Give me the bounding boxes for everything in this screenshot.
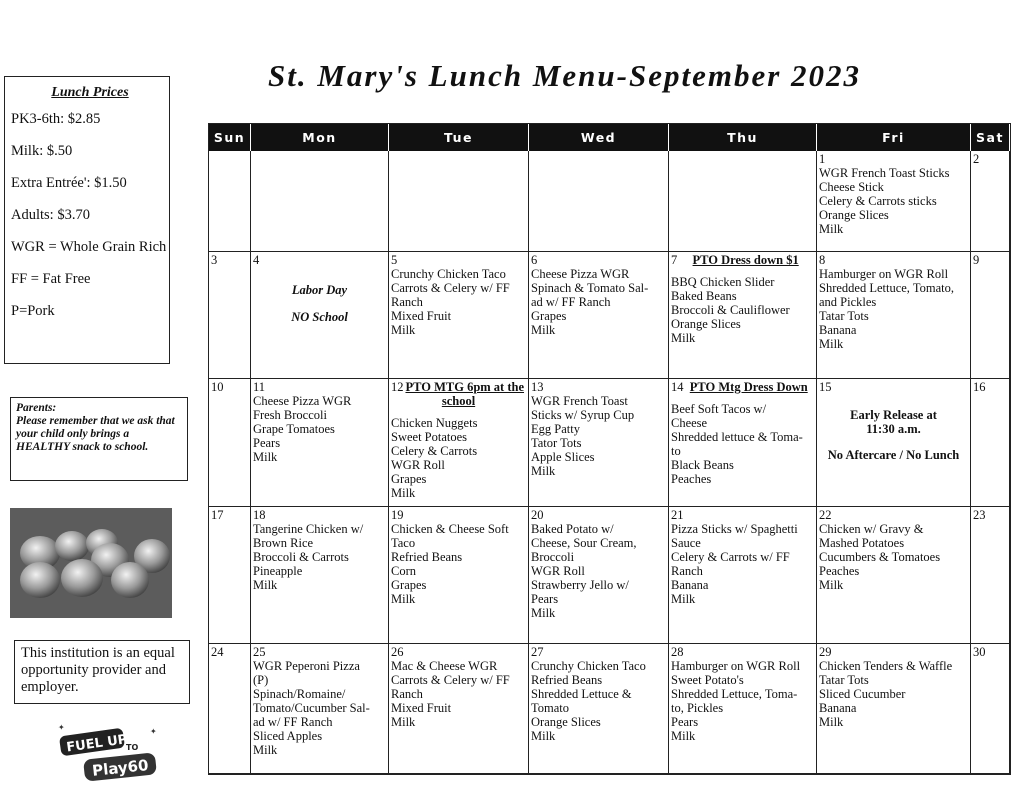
menu-item: Pears <box>531 592 559 606</box>
date-number <box>211 152 248 166</box>
menu-item: Fresh Broccoli <box>253 408 327 422</box>
menu-item: Tangerine Chicken w/ <box>253 522 364 536</box>
day-cell <box>389 644 529 774</box>
day-cell <box>669 379 817 507</box>
menu-item: Carrots & Celery w/ FF <box>391 673 510 687</box>
menu-item: BBQ Chicken Slider <box>671 275 775 289</box>
menu-item: Mixed Fruit <box>391 309 452 323</box>
day-cell <box>529 151 669 252</box>
menu-item: Apple Slices <box>531 450 595 464</box>
menu-item: Sweet Potatoes <box>391 430 468 444</box>
menu-item: Milk <box>671 729 696 743</box>
day-cell <box>817 379 971 507</box>
menu-item: Cheese Pizza WGR <box>531 267 630 281</box>
menu-item: Peaches <box>819 564 860 578</box>
menu-item: Milk <box>531 464 556 478</box>
date-number: 21 <box>671 508 684 522</box>
date-number: 19 <box>391 508 404 522</box>
menu-item: Tator Tots <box>531 436 582 450</box>
date-number: 26 <box>391 645 404 659</box>
day-cell <box>209 151 251 252</box>
menu-item: Chicken & Cheese Soft <box>391 522 509 536</box>
menu-item: Milk <box>391 323 416 337</box>
menu-item: Corn <box>391 564 416 578</box>
logo-line2: TO <box>126 743 139 752</box>
menu-item: Mac & Cheese WGR <box>391 659 498 673</box>
menu-item: Banana <box>819 701 857 715</box>
menu-item: Ranch <box>391 687 423 701</box>
menu-item: Milk <box>391 486 416 500</box>
date-number: 22 <box>819 508 832 522</box>
svg-text:✦: ✦ <box>150 727 157 736</box>
day-cell <box>529 252 669 379</box>
date-number: 5 <box>391 253 398 267</box>
menu-item: Orange Slices <box>671 317 741 331</box>
menu-item: Milk <box>253 743 278 757</box>
menu-item: Brown Rice <box>253 536 314 550</box>
day-cell <box>529 507 669 644</box>
event-text: PTO Dress down $1 <box>692 253 799 267</box>
menu-item: Cheese Stick <box>819 180 884 194</box>
menu-item: Strawberry Jello w/ <box>531 578 629 592</box>
day-cell <box>209 644 251 774</box>
day-cell <box>251 379 389 507</box>
legend-line: P=Pork <box>11 303 55 319</box>
date-number: 6 <box>531 253 538 267</box>
date-number: 18 <box>253 508 266 522</box>
menu-item: Celery & Carrots <box>391 444 478 458</box>
menu-item: Tomato <box>531 701 570 715</box>
menu-item: Pizza Sticks w/ Spaghetti <box>671 522 798 536</box>
menu-item: Spinach/Romaine/ <box>253 687 346 701</box>
menu-item: Milk <box>531 606 556 620</box>
menu-item: Tatar Tots <box>819 673 869 687</box>
holiday-note: Labor Day <box>291 283 348 297</box>
date-number <box>531 152 666 166</box>
menu-item: Milk <box>671 331 696 345</box>
date-number: 8 <box>819 253 826 267</box>
menu-item: Cheese Pizza WGR <box>253 394 352 408</box>
menu-item: Ranch <box>391 295 423 309</box>
price-line: Extra Entrée': $1.50 <box>11 175 127 191</box>
menu-item: Cucumbers & Tomatoes <box>819 550 941 564</box>
menu-item: Shredded Lettuce, Toma- <box>671 687 798 701</box>
day-cell <box>251 151 389 252</box>
date-number: 3 <box>211 253 218 267</box>
menu-item: ad w/ FF Ranch <box>253 715 333 729</box>
menu-item: Crunchy Chicken Taco <box>531 659 646 673</box>
date-number: 28 <box>671 645 684 659</box>
day-cell <box>669 151 817 252</box>
date-number: 24 <box>211 645 224 659</box>
day-cell <box>971 379 1010 507</box>
date-number: 20 <box>531 508 544 522</box>
lunch-prices-box <box>4 76 170 364</box>
date-number: 17 <box>211 508 224 522</box>
menu-item: Hamburger on WGR Roll <box>819 267 949 281</box>
menu-item: Celery & Carrots sticks <box>819 194 937 208</box>
notice-line: 11:30 a.m. <box>866 422 921 436</box>
menu-item: Milk <box>531 323 556 337</box>
date-number: 25 <box>253 645 266 659</box>
menu-item: Milk <box>391 715 416 729</box>
date-number: 29 <box>819 645 832 659</box>
day-cell <box>389 252 529 379</box>
day-header-mon: Mon <box>251 124 389 151</box>
price-line: Milk: $.50 <box>11 143 73 159</box>
menu-item: Hamburger on WGR Roll <box>671 659 801 673</box>
menu-item: Pears <box>253 436 281 450</box>
menu-item: Refried Beans <box>531 673 603 687</box>
day-cell <box>971 252 1010 379</box>
day-header-wed: Wed <box>529 124 669 151</box>
menu-item: WGR Roll <box>391 458 445 472</box>
menu-item: Peaches <box>671 472 712 486</box>
day-cell <box>389 151 529 252</box>
menu-item: Sticks w/ Syrup Cup <box>531 408 635 422</box>
menu-item: Egg Patty <box>531 422 580 436</box>
menu-item: Shredded Lettuce, Tomato, <box>819 281 954 295</box>
menu-item: Beef Soft Tacos w/ <box>671 402 767 416</box>
date-number <box>391 152 526 166</box>
event-heading <box>391 380 526 408</box>
date-number: 4 <box>253 253 260 267</box>
day-header-tue: Tue <box>389 124 529 151</box>
menu-item: Cheese <box>671 416 708 430</box>
notice-line: No Aftercare / No Lunch <box>827 448 960 462</box>
menu-item: Tatar Tots <box>819 309 869 323</box>
day-cell <box>251 252 389 379</box>
day-cell <box>971 151 1010 252</box>
date-number <box>671 152 814 166</box>
date-number <box>253 152 386 166</box>
fuel-up-play60-logo <box>54 722 164 784</box>
menu-item: Black Beans <box>671 458 734 472</box>
date-number: 15 <box>819 380 832 394</box>
day-cell <box>389 507 529 644</box>
svg-text:✦: ✦ <box>58 723 65 732</box>
day-cell <box>209 252 251 379</box>
event-heading <box>671 253 814 267</box>
menu-item: Grapes <box>391 578 427 592</box>
menu-item: Grapes <box>391 472 427 486</box>
holiday-note: NO School <box>291 310 348 324</box>
menu-item: Baked Potato w/ <box>531 522 614 536</box>
notice-line: Early Release at <box>850 408 937 422</box>
date-number: 10 <box>211 380 224 394</box>
menu-item: Chicken w/ Gravy & <box>819 522 924 536</box>
day-cell <box>251 507 389 644</box>
date-number: 11 <box>253 380 266 394</box>
logo-line1: FUEL UP <box>65 732 129 756</box>
day-cell <box>529 379 669 507</box>
menu-item: to <box>671 444 681 458</box>
apples-photo <box>10 508 172 618</box>
day-cell <box>817 507 971 644</box>
menu-item: Grapes <box>531 309 567 323</box>
day-cell <box>971 507 1010 644</box>
menu-item: Ranch <box>671 564 703 578</box>
date-number: 27 <box>531 645 544 659</box>
logo-line3: Play60 <box>91 756 150 780</box>
day-cell <box>817 151 971 252</box>
event-heading <box>671 380 814 394</box>
menu-item: Pineapple <box>253 564 303 578</box>
menu-item: Chicken Tenders & Waffle <box>819 659 953 673</box>
price-line: PK3-6th: $2.85 <box>11 111 101 127</box>
date-number: 1 <box>819 152 826 166</box>
menu-item: ad w/ FF Ranch <box>531 295 611 309</box>
parents-text: Please remember that we ask that your child only brings a HEALTHY snack to school. <box>16 415 175 453</box>
menu-item: Mixed Fruit <box>391 701 452 715</box>
day-cell <box>669 252 817 379</box>
date-number: 12 <box>391 380 404 394</box>
date-number: 14 <box>671 380 684 394</box>
day-cell <box>529 644 669 774</box>
menu-item: to, Pickles <box>671 701 724 715</box>
menu-item: Milk <box>819 715 844 729</box>
menu-item: Orange Slices <box>819 208 889 222</box>
menu-item: Banana <box>819 323 857 337</box>
menu-item: Baked Beans <box>671 289 737 303</box>
date-number: 23 <box>973 508 986 522</box>
legend-line: FF = Fat Free <box>11 271 91 287</box>
menu-item: Banana <box>671 578 709 592</box>
menu-item: Pears <box>671 715 699 729</box>
menu-item: (P) <box>253 673 269 687</box>
menu-item: Milk <box>819 222 844 236</box>
menu-item: WGR French Toast <box>531 394 628 408</box>
date-number: 7 <box>671 253 678 267</box>
menu-item: Cheese, Sour Cream, <box>531 536 637 550</box>
menu-item: Refried Beans <box>391 550 463 564</box>
day-cell <box>251 644 389 774</box>
menu-item: Sliced Cucumber <box>819 687 906 701</box>
menu-item: Milk <box>819 337 844 351</box>
day-header-sat: Sat <box>971 124 1010 151</box>
menu-item: Taco <box>391 536 416 550</box>
page-title: St. Mary's Lunch Menu-September 2023 <box>268 58 862 93</box>
event-text: PTO MTG 6pm at the school <box>405 380 525 408</box>
event-text: PTO Mtg Dress Down <box>689 380 808 394</box>
menu-item: Broccoli & Carrots <box>253 550 349 564</box>
day-header-thu: Thu <box>669 124 817 151</box>
lunch-calendar <box>208 123 1011 775</box>
price-line: Adults: $3.70 <box>11 207 90 223</box>
menu-item: WGR French Toast Sticks <box>819 166 950 180</box>
menu-item: Milk <box>391 592 416 606</box>
day-cell <box>669 507 817 644</box>
menu-item: Broccoli <box>531 550 575 564</box>
parents-label: Parents: <box>16 402 57 414</box>
lunch-prices-heading: Lunch Prices <box>51 85 129 100</box>
day-cell <box>669 644 817 774</box>
legend-line: WGR = Whole Grain Rich <box>11 239 167 255</box>
menu-item: Chicken Nuggets <box>391 416 478 430</box>
day-cell <box>817 252 971 379</box>
menu-item: and Pickles <box>819 295 877 309</box>
menu-item: Sauce <box>671 536 701 550</box>
menu-item: Shredded Lettuce & <box>531 687 632 701</box>
day-cell <box>971 644 1010 774</box>
menu-item: Milk <box>253 450 278 464</box>
day-header-fri: Fri <box>817 124 971 151</box>
menu-item: Broccoli & Cauliflower <box>671 303 790 317</box>
menu-item: Celery & Carrots w/ FF <box>671 550 790 564</box>
day-header-sun: Sun <box>209 124 251 151</box>
menu-item: Milk <box>671 592 696 606</box>
menu-item: Crunchy Chicken Taco <box>391 267 506 281</box>
menu-item: Carrots & Celery w/ FF <box>391 281 510 295</box>
menu-item: Sliced Apples <box>253 729 323 743</box>
day-cell <box>209 379 251 507</box>
date-number: 2 <box>973 152 980 166</box>
day-cell <box>389 379 529 507</box>
menu-item: Orange Slices <box>531 715 601 729</box>
date-number: 13 <box>531 380 544 394</box>
menu-item: WGR Peperoni Pizza <box>253 659 360 673</box>
menu-item: Mashed Potatoes <box>819 536 905 550</box>
menu-item: WGR Roll <box>531 564 585 578</box>
menu-item: Milk <box>819 578 844 592</box>
menu-item: Grape Tomatoes <box>253 422 335 436</box>
date-number: 9 <box>973 253 980 267</box>
menu-item: Tomato/Cucumber Sal- <box>253 701 370 715</box>
menu-item: Milk <box>253 578 278 592</box>
parents-note <box>10 397 188 481</box>
day-cell <box>817 644 971 774</box>
menu-item: Sweet Potato's <box>671 673 744 687</box>
menu-item: Milk <box>531 729 556 743</box>
day-cell <box>209 507 251 644</box>
equal-opportunity-statement: This institution is an equal opportunity provider and employer. <box>14 640 190 704</box>
date-number: 16 <box>973 380 986 394</box>
date-number: 30 <box>973 645 986 659</box>
menu-item: Spinach & Tomato Sal- <box>531 281 649 295</box>
menu-item: Shredded lettuce & Toma- <box>671 430 803 444</box>
